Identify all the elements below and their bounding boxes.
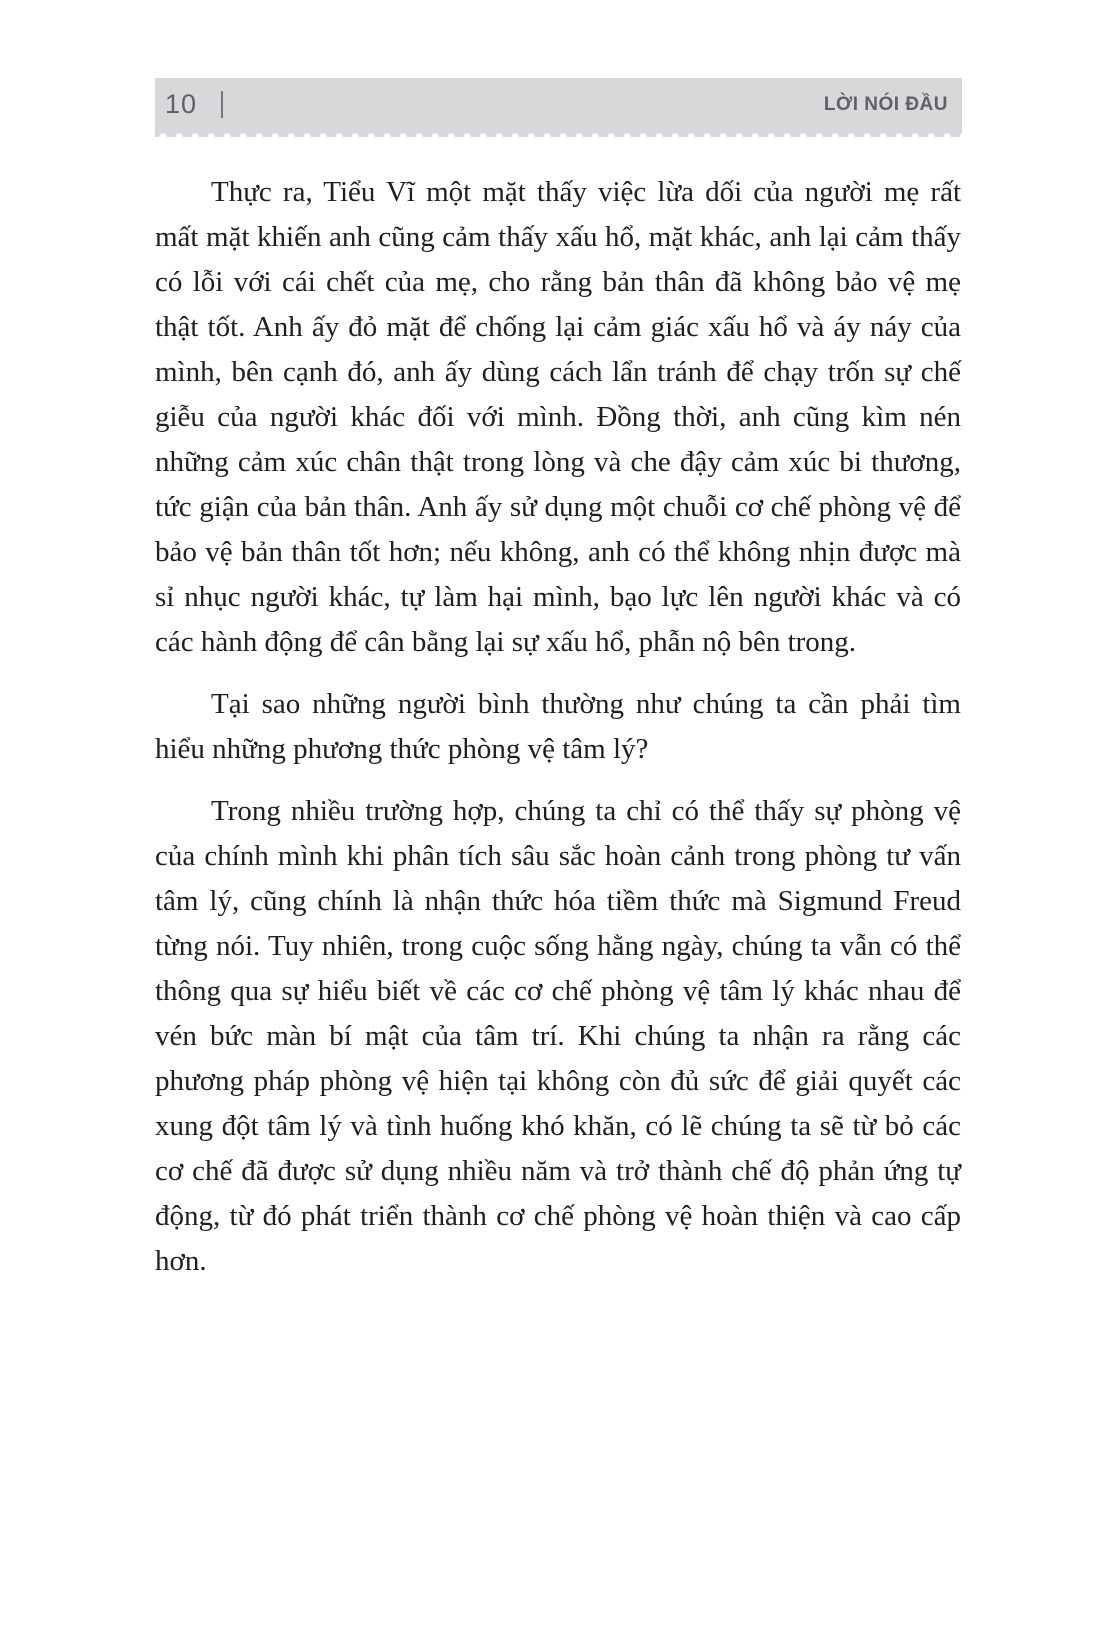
- paragraph-3: Trong nhiều trường hợp, chúng ta chỉ có thể thấy sự phòng vệ của chính mình khi phân tích sâu sắc hoàn cảnh trong phòng tư vấn tâm lý, cũng chính là nhận thức hóa tiềm thức mà Sigmund Freud từng nói. Tuy nhiên, trong cuộc sống hằng ngày, chúng ta vẫn có thể thông qua sự hiểu biết về các cơ chế phòng vệ tâm lý khác nhau để vén bức màn bí mật của tâm trí. Khi chúng ta nhận ra rằng các phương pháp phòng vệ hiện tại không còn đủ sức để giải quyết các xung đột tâm lý và tình huống khó khăn, có lẽ chúng ta sẽ từ bỏ các cơ chế đã được sử dụng nhiều năm và trở thành chế độ phản ứng tự động, từ đó phát triển thành cơ chế phòng vệ hoàn thiện và cao cấp hơn.: [155, 795, 961, 1277]
- page-number: 10: [165, 88, 198, 119]
- paragraph-1: Thực ra, Tiểu Vĩ một mặt thấy việc lừa dối của người mẹ rất mất mặt khiến anh cũng cảm thấy xấu hổ, mặt khác, anh lại cảm thấy có lỗi với cái chết của mẹ, cho rằng bản thân đã không bảo vệ mẹ thật tốt. Anh ấy đỏ mặt để chống lại cảm giác xấu hổ và áy náy của mình, bên cạnh đó, anh ấy dùng cách lẩn tránh để chạy trốn sự chế giễu của người khác đối với mình. Đồng thời, anh cũng kìm nén những cảm xúc chân thật trong lòng và che đậy cảm xúc bi thương, tức giận của bản thân. Anh ấy sử dụng một chuỗi cơ chế phòng vệ để bảo vệ bản thân tốt hơn; nếu không, anh có thể không nhịn được mà sỉ nhục người khác, tự làm hại mình, bạo lực lên người khác và có các hành động để cân bằng lại sự xấu hổ, phẫn nộ bên trong.: [155, 176, 961, 658]
- paragraph-2: Tại sao những người bình thường như chúng ta cần phải tìm hiểu những phương thức phòng vệ tâm lý?: [155, 688, 961, 765]
- header-divider-bar: [221, 91, 223, 118]
- perforated-edge: [155, 130, 962, 137]
- page-body: [155, 170, 961, 1284]
- header-left-group: [165, 88, 223, 119]
- section-title: LỜI NÓI ĐẦU: [823, 93, 948, 115]
- page-header: [155, 78, 962, 130]
